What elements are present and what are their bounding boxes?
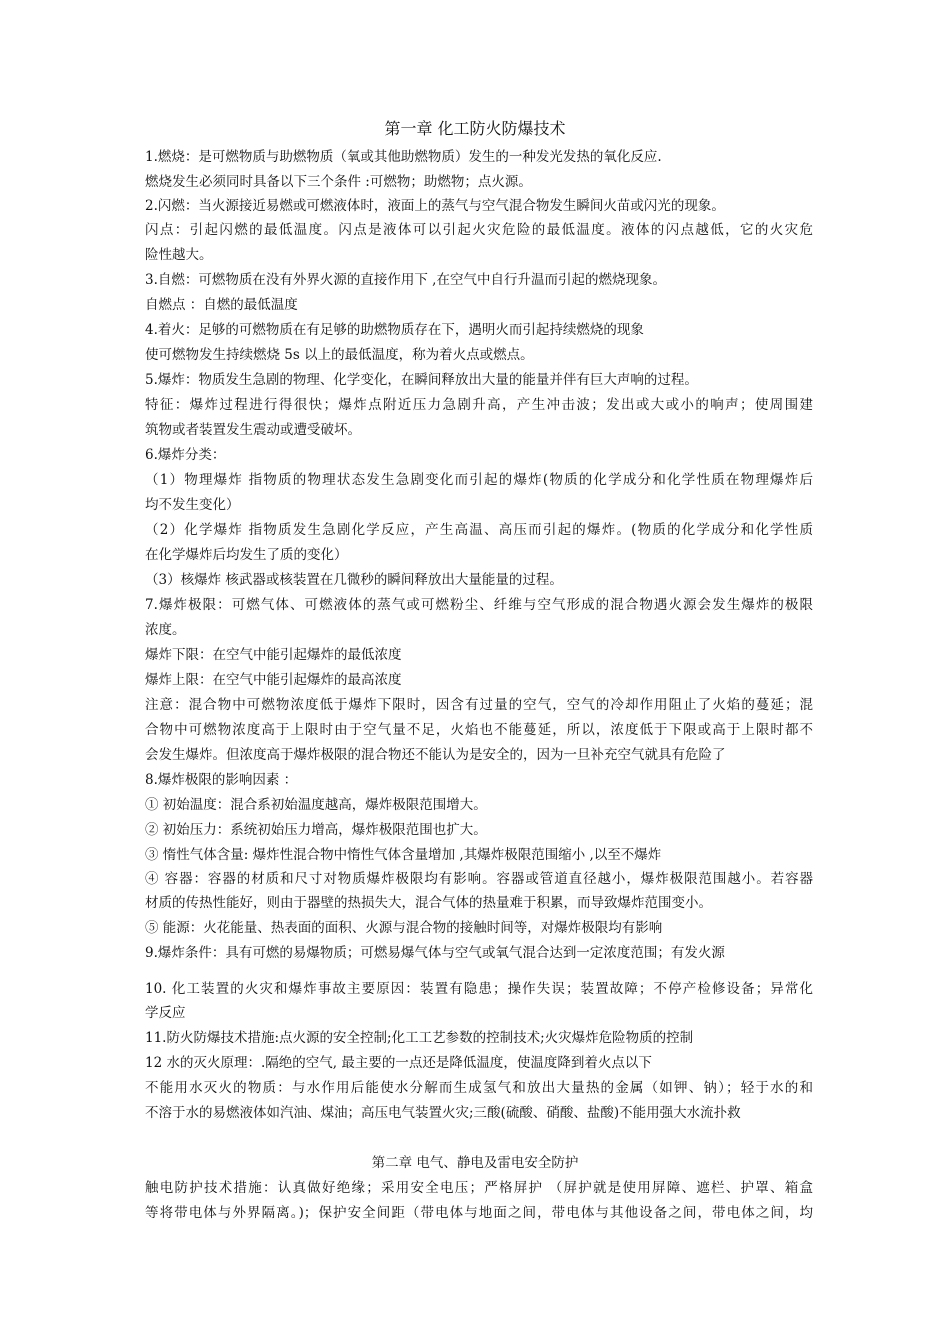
text-line: ① 初始温度：混合系初始温度越高，爆炸极限范围增大。 xyxy=(145,797,487,813)
text-line: 12 水的灭火原理：.隔绝的空气, 最主要的一点还是降低温度，使温度降到着火点以下 xyxy=(145,1055,652,1071)
text-line: 筑物或者装置发生震动或遭受破坏。 xyxy=(145,422,361,438)
text-line: 触电防护技术措施：认真做好绝缘；采用安全电压；严格屏护 （屏护就是使用屏障、遮栏、护罩、箱盒 xyxy=(145,1180,813,1196)
text-line: 不溶于水的易燃液体如汽油、煤油；高压电气装置火灾;三酸(硫酸、硝酸、盐酸)不能用强大水流扑救 xyxy=(145,1105,741,1121)
text-line: 6.爆炸分类： xyxy=(145,447,226,463)
text-line: 8.爆炸极限的影响因素 ： xyxy=(145,772,298,788)
text-line: 学反应 xyxy=(145,1005,186,1021)
text-line: 燃烧发生必须同时具备以下三个条件 :可燃物；助燃物；点火源。 xyxy=(145,174,532,190)
text-line: 7.爆炸极限：可燃气体、可燃液体的蒸气或可燃粉尘、纤维与空气形成的混合物遇火源会发生爆炸的极限 xyxy=(145,597,813,613)
text-line: 在化学爆炸后均发生了质的变化） xyxy=(145,547,348,563)
text-line: 10. 化工装置的火灾和爆炸事故主要原因：装置有隐患；操作失误；装置故障；不停产检修设备；异常化 xyxy=(145,981,813,997)
text-line: （1）物理爆炸 指物质的物理状态发生急剧变化而引起的爆炸(物质的化学成分和化学性质在物理爆炸后 xyxy=(145,472,813,488)
text-line: 合物中可燃物浓度高于上限时由于空气量不足，火焰也不能蔓延，所以，浓度低于下限或高于上限时都不 xyxy=(145,722,813,738)
text-line: 2.闪燃：当火源接近易燃或可燃液体时，液面上的蒸气与空气混合物发生瞬间火苗或闪光的现象。 xyxy=(145,198,725,214)
text-line: 3.自燃：可燃物质在没有外界火源的直接作用下 ,在空气中自行升温而引起的燃烧现象。 xyxy=(145,272,666,288)
text-line: 5.爆炸：物质发生急剧的物理、化学变化，在瞬间释放出大量的能量并伴有巨大声响的过程。 xyxy=(145,372,698,388)
text-line: 等将带电体与外界隔离。)；保护安全间距（带电体与地面之间，带电体与其他设备之间，带电体之间，均 xyxy=(145,1205,813,1221)
text-line: 9.爆炸条件：具有可燃的易爆物质；可燃易爆气体与空气或氧气混合达到一定浓度范围；有发火源 xyxy=(145,945,725,961)
text-line: 4.着火：足够的可燃物质在有足够的助燃物质存在下，遇明火而引起持续燃烧的现象 xyxy=(145,322,644,338)
text-line: ② 初始压力：系统初始压力增高，爆炸极限范围也扩大。 xyxy=(145,822,487,838)
text-line: 自燃点 ：自燃的最低温度 xyxy=(145,297,298,313)
text-line: （2）化学爆炸 指物质发生急剧化学反应，产生高温、高压而引起的爆炸。(物质的化学成分和化学性质 xyxy=(145,522,813,538)
text-line: 浓度。 xyxy=(145,622,186,638)
chapter-2-title: 第二章 电气、静电及雷电安全防护 xyxy=(371,1155,579,1171)
text-line: 使可燃物发生持续燃烧 5s 以上的最低温度，称为着火点或燃点。 xyxy=(145,347,534,363)
chapter-1-title: 第一章 化工防火防爆技术 xyxy=(384,119,566,138)
text-line: ③ 惰性气体含量: 爆炸性混合物中惰性气体含量增加 ,其爆炸极限范围缩小 ,以至不爆炸 xyxy=(145,847,662,863)
text-line: ⑤ 能源：火花能量、热表面的面积、火源与混合物的接触时间等，对爆炸极限均有影响 xyxy=(145,920,663,936)
text-line: 注意：混合物中可燃物浓度低于爆炸下限时，因含有过量的空气，空气的冷却作用阻止了火焰的蔓延；混 xyxy=(145,697,813,713)
text-line: 不能用水灭火的物质：与水作用后能使水分解而生成氢气和放出大量热的金属（如钾、钠）；轻于水的和 xyxy=(145,1080,813,1096)
text-line: 会发生爆炸。但浓度高于爆炸极限的混合物还不能认为是安全的，因为一旦补充空气就具有危险了 xyxy=(145,747,726,763)
text-line: 爆炸下限：在空气中能引起爆炸的最低浓度 xyxy=(145,647,402,663)
text-line: 均不发生变化） xyxy=(145,497,240,513)
text-line: 材质的传热性能好，则由于器壁的热损失大，混合气体的热量难于积累，而导致爆炸范围变小。 xyxy=(145,895,712,911)
text-line: 闪点：引起闪燃的最低温度。闪点是液体可以引起火灾危险的最低温度。液体的闪点越低，它的火灾危 xyxy=(145,222,813,238)
text-line: 险性越大。 xyxy=(145,247,213,263)
text-line: 爆炸上限：在空气中能引起爆炸的最高浓度 xyxy=(145,672,402,688)
text-line: 11.防火防爆技术措施:点火源的安全控制;化工工艺参数的控制技术;火灾爆炸危险物质的控制 xyxy=(145,1030,694,1046)
text-line: （3）核爆炸 核武器或核装置在几微秒的瞬间释放出大量能量的过程。 xyxy=(145,572,563,588)
text-line: 1.燃烧：是可燃物质与助燃物质（氧或其他助燃物质）发生的一种发光发热的氧化反应. xyxy=(145,149,662,165)
text-line: 特征：爆炸过程进行得很快；爆炸点附近压力急剧升高，产生冲击波；发出或大或小的响声；使周围建 xyxy=(145,397,813,413)
text-line: ④ 容器：容器的材质和尺寸对物质爆炸极限均有影响。容器或管道直径越小，爆炸极限范围越小。若容器 xyxy=(145,871,813,887)
